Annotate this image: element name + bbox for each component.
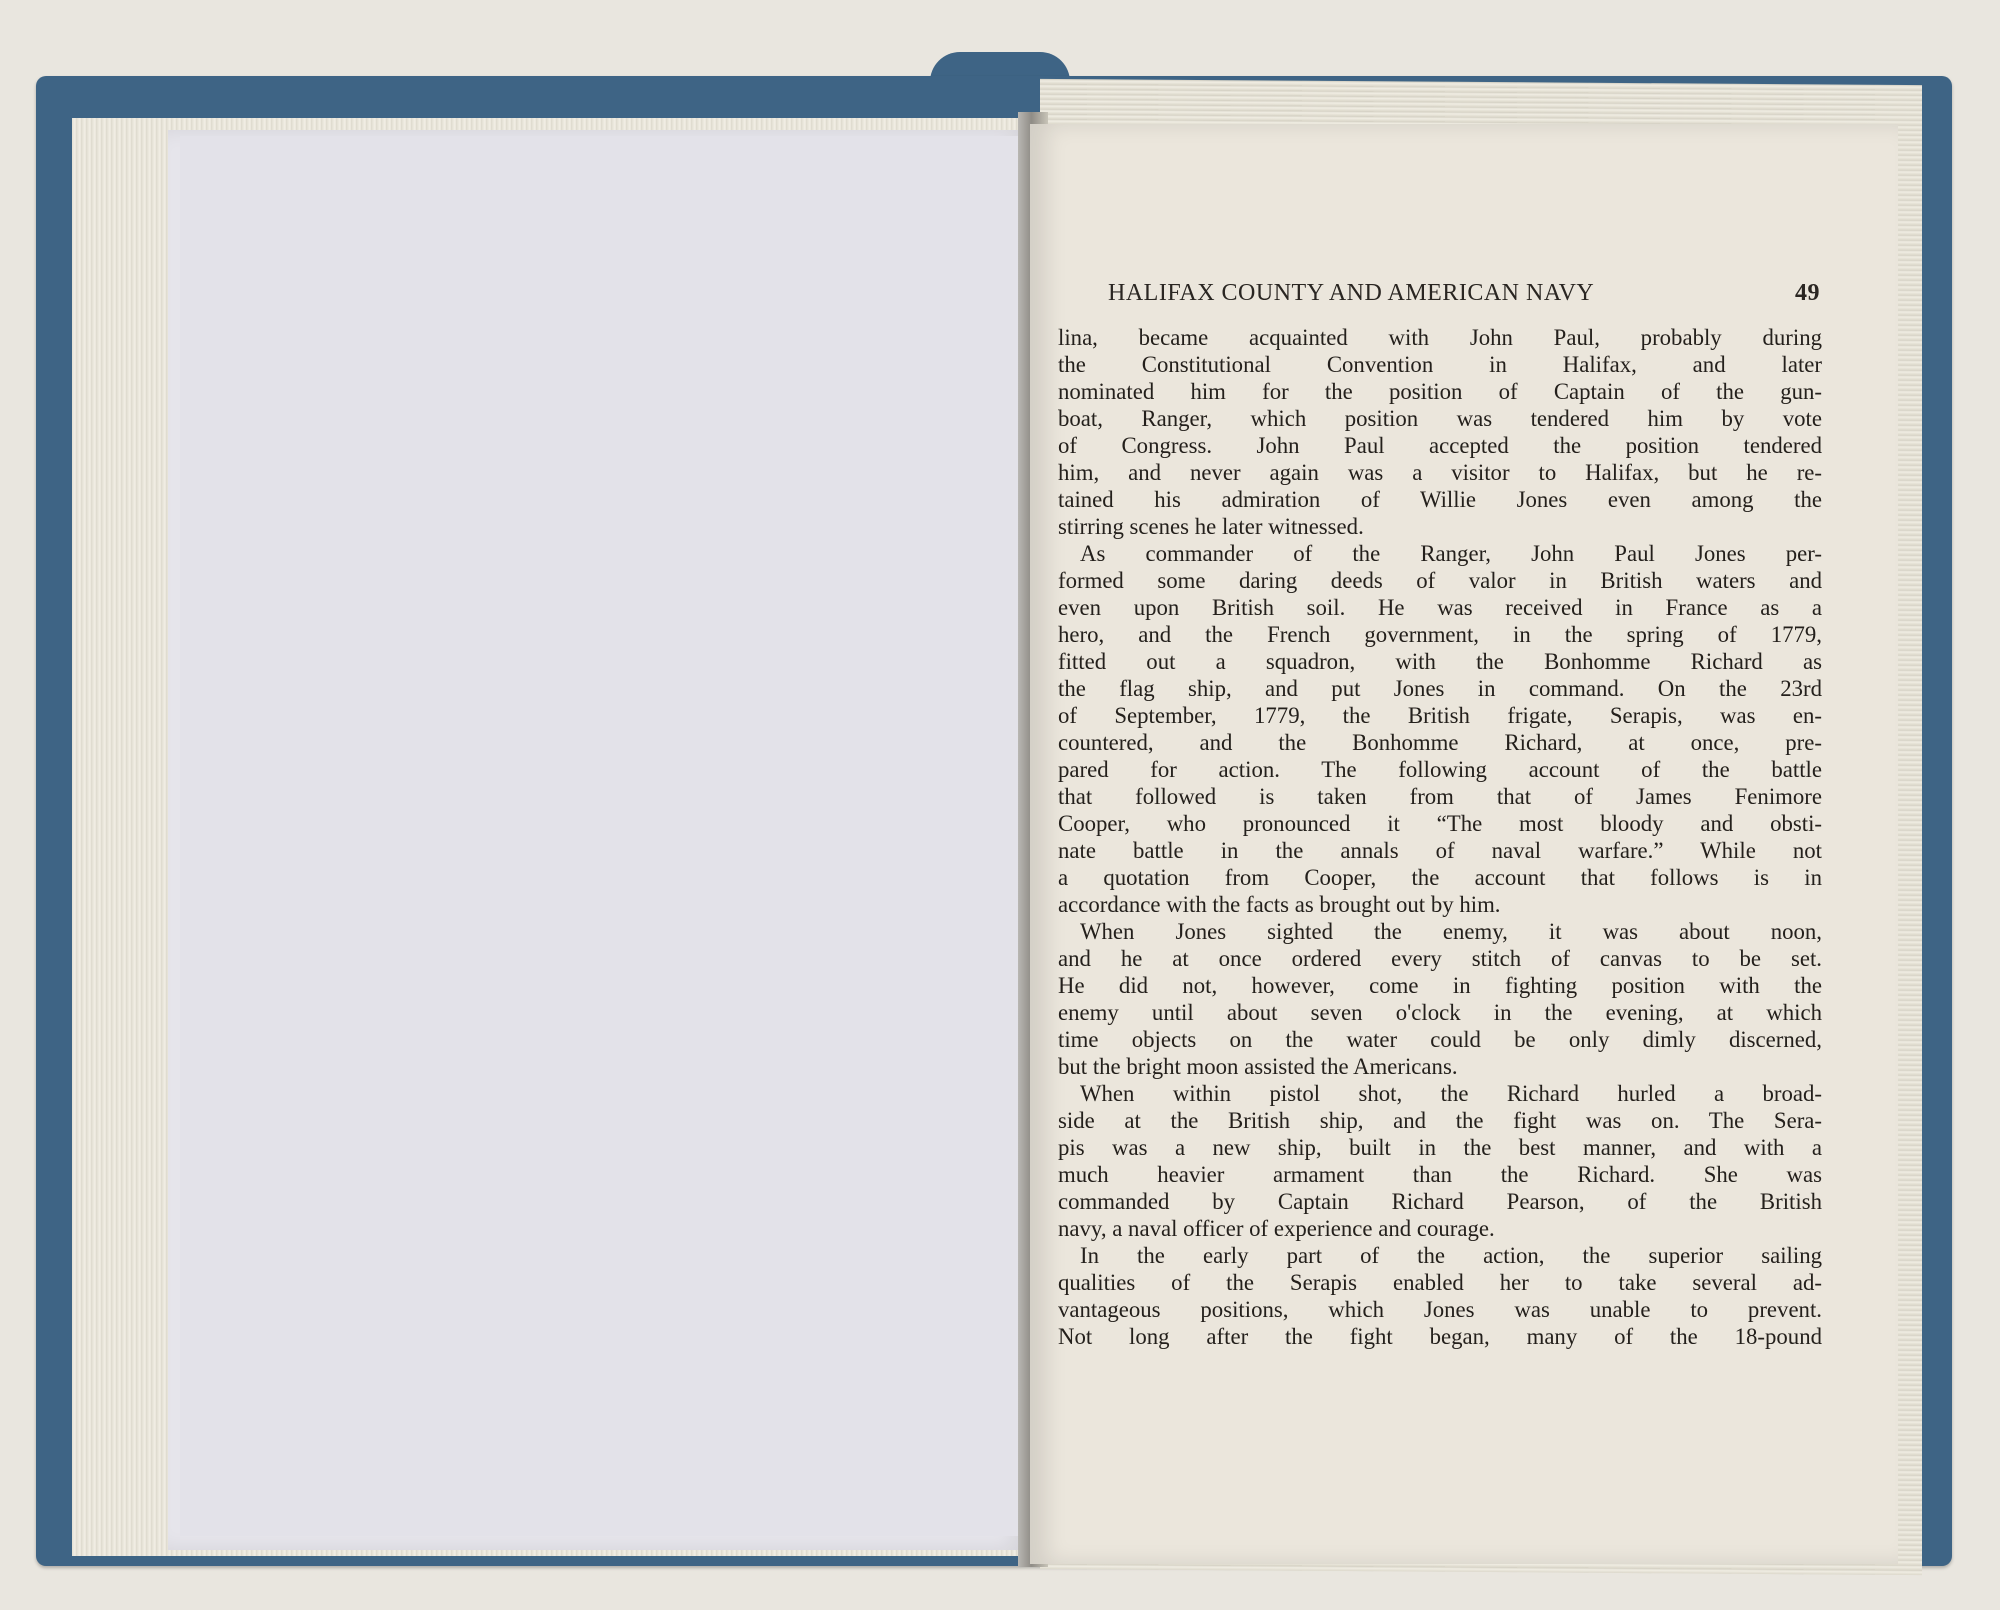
text-line: tained his admiration of Willie Jones even among the — [1058, 487, 1822, 512]
text-line: As commander of the Ranger, John Paul Jones per- — [1080, 541, 1822, 566]
text-line: pared for action. The following account of the battle — [1058, 757, 1822, 782]
text-line: stirring scenes he later witnessed. — [1058, 514, 1364, 539]
text-line: him, and never again was a visitor to Halifax, but he re- — [1058, 460, 1822, 485]
text-line: nominated him for the position of Captain of the gun- — [1058, 379, 1822, 404]
text-line: Cooper, who pronounced it “The most bloody and obsti- — [1058, 811, 1822, 836]
text-line: of Congress. John Paul accepted the position tendered — [1058, 433, 1822, 458]
text-line: vantageous positions, which Jones was unable to prevent. — [1058, 1297, 1822, 1322]
text-line: Not long after the fight began, many of the 18-pound — [1058, 1324, 1822, 1349]
text-line: He did not, however, come in fighting position with the — [1058, 973, 1822, 998]
right-text-page — [1030, 124, 1898, 1564]
text-line: the Constitutional Convention in Halifax, and later — [1058, 352, 1822, 377]
running-head-title: HALIFAX COUNTY AND AMERICAN NAVY — [1108, 280, 1595, 306]
text-line: qualities of the Serapis enabled her to take several ad- — [1058, 1270, 1822, 1295]
text-line: that followed is taken from that of James Fenimore — [1058, 784, 1822, 809]
text-line: of September, 1779, the British frigate, Serapis, was en- — [1058, 703, 1822, 728]
text-line: fitted out a squadron, with the Bonhomme Richard as — [1058, 649, 1822, 674]
running-head — [1108, 280, 1820, 307]
left-page-surface — [180, 136, 1028, 1536]
text-line: a quotation from Cooper, the account that follows is in — [1058, 865, 1822, 890]
text-line: In the early part of the action, the superior sailing — [1080, 1243, 1822, 1268]
text-line: enemy until about seven o'clock in the evening, at which — [1058, 1000, 1822, 1025]
text-line: commanded by Captain Richard Pearson, of the British — [1058, 1189, 1822, 1214]
text-line: pis was a new ship, built in the best manner, and with a — [1058, 1135, 1822, 1160]
text-line: much heavier armament than the Richard. She was — [1058, 1162, 1822, 1187]
text-line: lina, became acquainted with John Paul, probably during — [1058, 325, 1822, 350]
text-line: side at the British ship, and the fight was on. The Sera- — [1058, 1108, 1822, 1133]
text-line: countered, and the Bonhomme Richard, at once, pre- — [1058, 730, 1822, 755]
left-blank-page — [168, 130, 1028, 1550]
text-line: When Jones sighted the enemy, it was about noon, — [1080, 919, 1822, 944]
text-line: the flag ship, and put Jones in command. On the 23rd — [1058, 676, 1822, 701]
text-line: time objects on the water could be only dimly discerned, — [1058, 1027, 1822, 1052]
text-line: nate battle in the annals of naval warfare.” While not — [1058, 838, 1822, 863]
text-line: When within pistol shot, the Richard hurled a broad- — [1080, 1081, 1822, 1106]
text-line: navy, a naval officer of experience and courage. — [1058, 1216, 1495, 1241]
page-number: 49 — [1795, 280, 1820, 306]
page-body-text — [1058, 324, 1822, 1350]
text-line: but the bright moon assisted the Americans. — [1058, 1054, 1458, 1079]
text-line: even upon British soil. He was received in France as a — [1058, 595, 1822, 620]
text-line: formed some daring deeds of valor in British waters and — [1058, 568, 1822, 593]
text-line: and he at once ordered every stitch of canvas to be set. — [1058, 946, 1822, 971]
text-line: hero, and the French government, in the spring of 1779, — [1058, 622, 1822, 647]
text-line: accordance with the facts as brought out by him. — [1058, 892, 1501, 917]
text-line: boat, Ranger, which position was tendered him by vote — [1058, 406, 1822, 431]
